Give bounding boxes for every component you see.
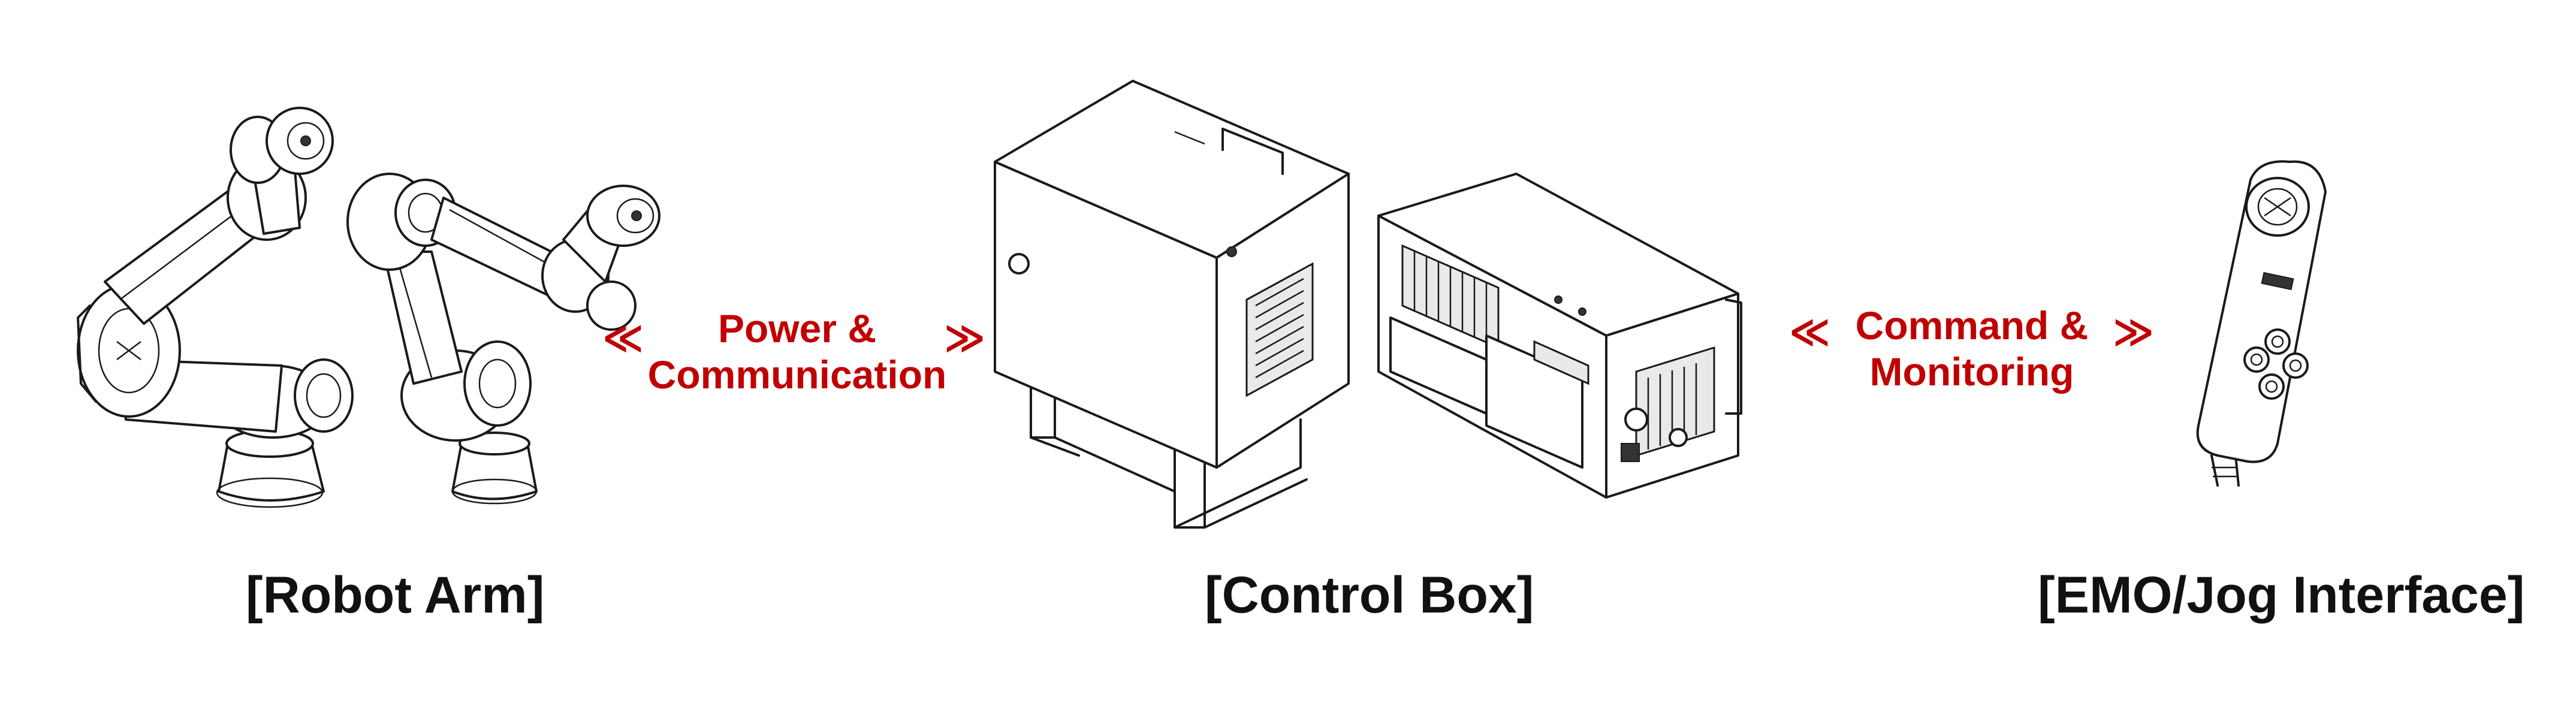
arrow-right-icon: ≫ [2113,309,2155,354]
command-label-line1: Command & [1855,303,2089,348]
emo-jog-pendant-illustration [2198,161,2325,485]
power-label-line2: Communication [647,352,947,397]
control-chassis-illustration [1379,174,1741,497]
arrow-left-icon: ≪ [602,315,644,360]
command-monitoring-label [1834,303,2110,394]
robot-arm-illustration-1 [78,108,352,507]
control-cabinet-illustration [995,81,1349,527]
command-label-line2: Monitoring [1869,349,2074,394]
power-communication-label [647,306,947,397]
robot-arm-caption: [Robot Arm] [246,566,545,624]
arrow-right-icon: ≫ [944,315,986,360]
arrow-left-icon: ≪ [1789,309,1831,354]
control-box-caption: [Control Box] [1205,566,1534,624]
power-label-line1: Power & [717,306,877,351]
emo-jog-caption: [EMO/Jog Interface] [2038,566,2525,624]
